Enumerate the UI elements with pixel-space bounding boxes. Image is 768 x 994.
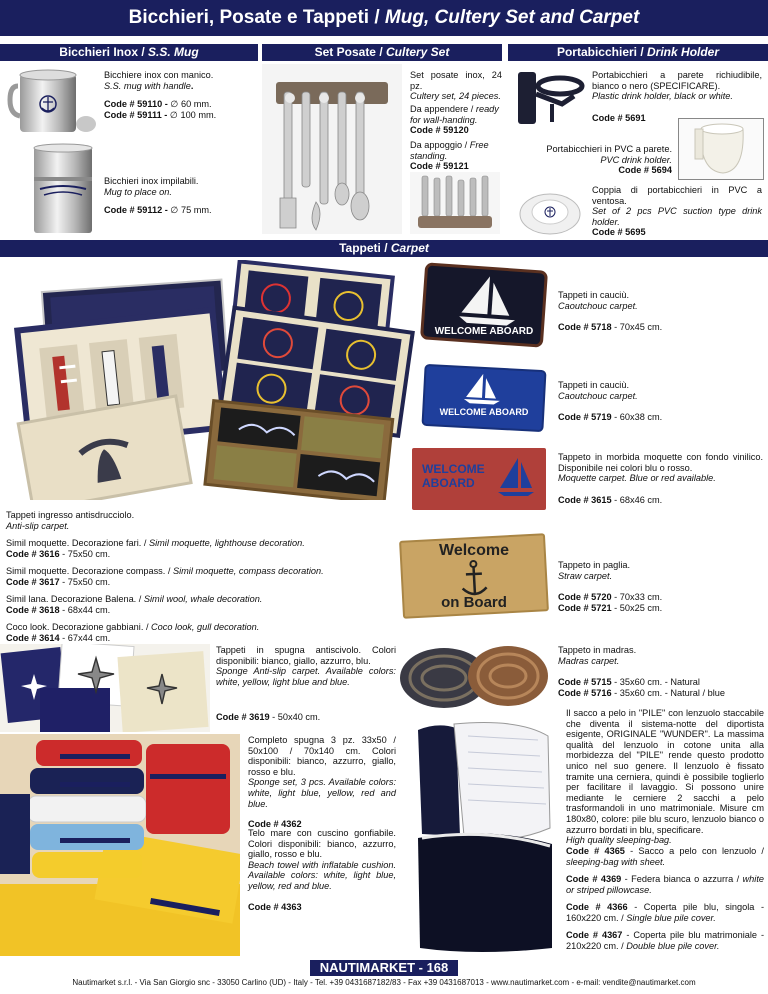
sleeping-bag-text: Il sacco a pelo in "PILE" con lenzuolo staccabile che diventa il sistema-notte del diportista esigente, ORIGINALE "WUNDER". La massima qualità del lenzuolo in cotone unita alla morbidezza del "PILE" rende questo prodotto unico nel suo genere. Il lenzuolo è fissato tramite una cerniera, quindi è possibile toglierlo per facilitare il lavaggio. Si possono unire mediante le cerniere 2 sacchi a pelo trasformandoli in uno matrimoniale. Misure cm 180x80, colore: pile blu scuro, lenzuolo bianco o azzurro bordati in blu, specificare. High quality sleeping-bag. <box>566 708 764 846</box>
company-address: Nautimarket s.r.l. - Via San Giorgio snc - 33050 Carlino (UD) - Italy - Tel. +39 0431687182/83 - Fax +39 0431687013 - www.nautimarket.com - e-mail: vendite@nautimarket.com <box>72 978 696 987</box>
mat-text-welcome-aboard-3: WELCOME ABOARD <box>422 462 485 490</box>
sleeping-bag-photo <box>398 716 560 956</box>
mat-text-on-board: on Board <box>441 594 507 611</box>
carpet-3614-text: Coco look. Decorazione gabbiani. / Coco look, gull decoration. Code # 3614 - 67x44 cm. <box>6 622 260 643</box>
folding-drink-holder-photo <box>512 64 588 130</box>
carpet-3616-text: Simil moquette. Decorazione fari. / Simil moquette, lighthouse decoration. Code # 3616 - 75x50 cm. <box>6 538 305 559</box>
cutlery-text-3: Da appoggio / Free standing. Code # 59121 <box>410 140 489 172</box>
mat-text-welcome: Welcome <box>439 542 509 559</box>
caoutchouc-mat-5718-text: Tappeti in cauciù. Caoutchouc carpet. Code # 5718 - 70x45 cm. <box>558 290 663 333</box>
pvc-drink-holder-text: Portabicchieri in PVC a parete. PVC drink holder. Code # 5694 <box>546 144 672 176</box>
stackable-mug-photo <box>28 143 98 235</box>
section-header-carpet: Tappeti / Carpet <box>0 240 768 257</box>
straw-mat-text: Tappeto in paglia. Straw carpet. Code # 5720 - 70x33 cm. Code # 5721 - 50x25 cm. <box>558 560 663 613</box>
caoutchouc-mat-5719-photo <box>418 362 550 434</box>
section-header-drink-holder: Portabicchieri / Drink Holder <box>508 44 768 61</box>
carpet-3617-text: Simil moquette. Decorazione compass. / Simil moquette, compass decoration. Code # 3617 - 75x50 cm. <box>6 566 324 587</box>
caoutchouc-mat-5718-photo <box>418 262 550 348</box>
moquette-mat-3615-text: Tappeto in morbida moquette con fondo vinilico. Disponibile nei colori blu o rosso. Moquette carpet. Blue or red available. Code # 3615 - 68x46 cm. <box>558 452 763 505</box>
towels-photo <box>0 734 240 956</box>
pvc-drink-holder-photo <box>678 118 764 180</box>
page-title: Bicchieri, Posate e Tappeti / Mug, Cultery Set and Carpet <box>0 0 768 36</box>
beach-towel-text: Telo mare con cuscino gonfiabile. Colori disponibili: bianco, azzurro, giallo, rosso e blu. Beach towel with inflatable cushion. Available colors: white, light blue, yellow, red and blue. Code # 4363 <box>248 828 396 912</box>
mat-text-welcome-aboard-2: WELCOME ABOARD <box>439 407 529 417</box>
suction-drink-holder-photo <box>512 180 588 238</box>
mug-handle-photo <box>6 64 96 139</box>
section-header-cutlery: Set Posate / Cultery Set <box>262 44 502 61</box>
sponge-carpet-text: Tappeti in spugna antiscivolo. Colori disponibili: bianco, giallo, azzurro, blu. Sponge Anti-slip carpet. Available colors: white, yellow, light blue and blue. <box>216 645 396 687</box>
straw-mat-photo <box>398 530 550 622</box>
pile-cover-4367-text: Code # 4367 - Coperta pile blu matrimoniale - 210x220 cm. / Double blue pile cover. <box>566 930 764 951</box>
carpet-3618-text: Simil lana. Decorazione Balena. / Simil wool, whale decoration. Code # 3618 - 68x44 cm. <box>6 594 263 615</box>
sponge-carpet-photo <box>0 644 210 732</box>
pillowcase-4369-text: Code # 4369 - Federa bianca o azzurra / white or striped pillowcase. <box>566 874 764 895</box>
suction-drink-holder-text: Coppia di portabicchieri in PVC a ventosa. Set of 2 pcs PVC suction type drink holder. Code # 5695 <box>592 185 762 238</box>
page-number-banner: NAUTIMARKET - 168 <box>310 960 458 976</box>
sponge-set-text: Completo spugna 3 pz. 33x50 / 50x100 / 70x140 cm. Colori disponibili: bianco, azzurro, giallo, rosso e blu. Sponge set, 3 pcs. Available colors: white, light blue, yellow, red and blue. Code # 4362 <box>248 735 396 830</box>
pile-cover-4366-text: Code # 4366 - Coperta pile blu, singola - 160x220 cm. / Single blue pile cover. <box>566 902 765 923</box>
cutlery-text-1: Set posate inox, 24 pz. Cultery set, 24 pieces. <box>410 70 502 102</box>
moquette-mat-3615-photo <box>408 444 550 514</box>
sponge-carpet-code: Code # 3619 - 50x40 cm. <box>216 712 321 722</box>
madras-carpet-photo <box>398 640 550 712</box>
section-header-mugs: Bicchieri Inox / S.S. Mug <box>0 44 258 61</box>
sleeping-bag-4365-text: Code # 4365 - Sacco a pelo con lenzuolo / sleeping-bag with sheet. <box>566 846 764 867</box>
stackable-mug-text: Bicchieri inox impilabili. Mug to place on. Code # 59112 - ∅ 75 mm. <box>104 176 212 216</box>
entry-carpets-text: Tappeti ingresso antisdrucciolo. Anti-slip carpet. <box>6 510 135 531</box>
caoutchouc-mat-5719-text: Tappeti in cauciù. Caoutchouc carpet. Code # 5719 - 60x38 cm. <box>558 380 663 423</box>
madras-carpet-text: Tappeto in madras. Madras carpet. Code # 5715 - 35x60 cm. - Natural Code # 5716 - 35x60 cm. - Natural / blue <box>558 645 725 698</box>
mug-handle-text: Bicchiere inox con manico. S.S. mug with handle. Code # 59110 - ∅ 60 mm. Code # 59111 - ∅ 100 mm. <box>104 70 217 120</box>
cutlery-stand-photo <box>410 172 500 234</box>
cutlery-text-2: Da appendere / ready for wall-handing. Code # 59120 <box>410 104 499 136</box>
mat-text-welcome-aboard-1: WELCOME ABOARD <box>434 326 534 337</box>
cutlery-set-photo <box>262 64 402 234</box>
folding-drink-holder-text: Portabicchieri a parete richiudibile, bianco o nero (SPECIFICARE). Plastic drink holder, black or white. Code # 5691 <box>592 70 762 123</box>
